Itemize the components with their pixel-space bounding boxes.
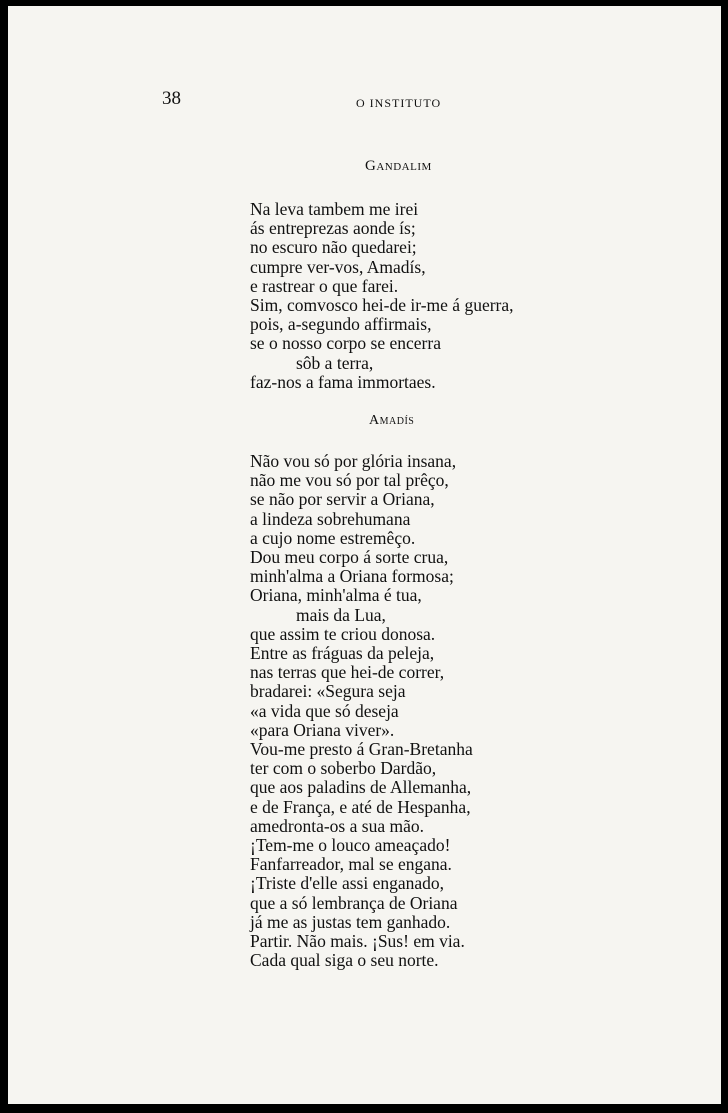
verse-line: Oriana, minh'alma é tua, (250, 585, 422, 606)
verse-line: ter com o soberbo Dardão, (250, 758, 437, 779)
verse-line: sôb a terra, (296, 352, 374, 373)
speaker-name-amadis: Amadís (369, 413, 415, 428)
running-title: O INSTITUTO (356, 96, 442, 110)
stanza-gandalim (250, 200, 514, 392)
verse-line: já me as justas tem ganhado. (250, 911, 451, 932)
verse-line: Dou meu corpo á sorte crua, (250, 547, 449, 568)
verse-line: Na leva tambem me irei (250, 199, 419, 219)
verse-line: que a só lembrança de Oriana (250, 892, 458, 913)
verse-line: amedronta-os a sua mão. (250, 815, 424, 836)
verse-line: Sim, comvosco hei-de ir-me á guerra, (250, 295, 514, 316)
verse-line: Entre as fráguas da peleja, (250, 643, 435, 664)
verse-line: a cujo nome estremêço. (250, 527, 416, 548)
verse-line: minh'alma a Oriana formosa; (250, 566, 454, 587)
book-page (8, 6, 721, 1104)
verse-line: que assim te criou donosa. (250, 623, 436, 644)
verse-line: não me vou só por tal prêço, (250, 470, 449, 491)
verse-line: e de França, e até de Hespanha, (250, 796, 471, 817)
page-number: 38 (162, 88, 181, 109)
verse-line: Vou-me presto á Gran-Bretanha (250, 739, 473, 760)
speaker-name-gandalim: Gandalim (365, 158, 432, 174)
verse-line: bradarei: «Segura seja (250, 681, 406, 702)
verse-line: cumpre ver-vos, Amadís, (250, 256, 426, 277)
verse-line: Não vou só por glória insana, (250, 451, 457, 471)
verse-line: se não por servir a Oriana, (250, 489, 435, 510)
verse-line: a lindeza sobrehumana (250, 508, 411, 529)
verse-line: ¡Tem-me o louco ameaçado! (250, 835, 451, 856)
verse-line: Cada qual siga o seu norte. (250, 950, 439, 971)
stanza-amadis (250, 452, 473, 970)
verse-line: «para Oriana viver». (250, 719, 395, 740)
verse-line: faz-nos a fama immortaes. (250, 371, 436, 392)
verse-line: mais da Lua, (296, 604, 386, 625)
verse-line: e rastrear o que farei. (250, 275, 399, 296)
verse-line: no escuro não quedarei; (250, 237, 417, 258)
verse-line: pois, a-segundo affirmais, (250, 314, 432, 335)
verse-line: nas terras que hei-de correr, (250, 662, 445, 683)
verse-line: ás entreprezas aonde ís; (250, 218, 416, 239)
verse-line: Fanfarreador, mal se engana. (250, 854, 452, 875)
verse-line: se o nosso corpo se encerra (250, 333, 441, 354)
verse-line: que aos paladins de Allemanha, (250, 777, 472, 798)
verse-line: ¡Triste d'elle assi enganado, (250, 873, 444, 894)
verse-line: «a vida que só deseja (250, 700, 399, 721)
verse-line: Partir. Não mais. ¡Sus! em via. (250, 931, 465, 952)
